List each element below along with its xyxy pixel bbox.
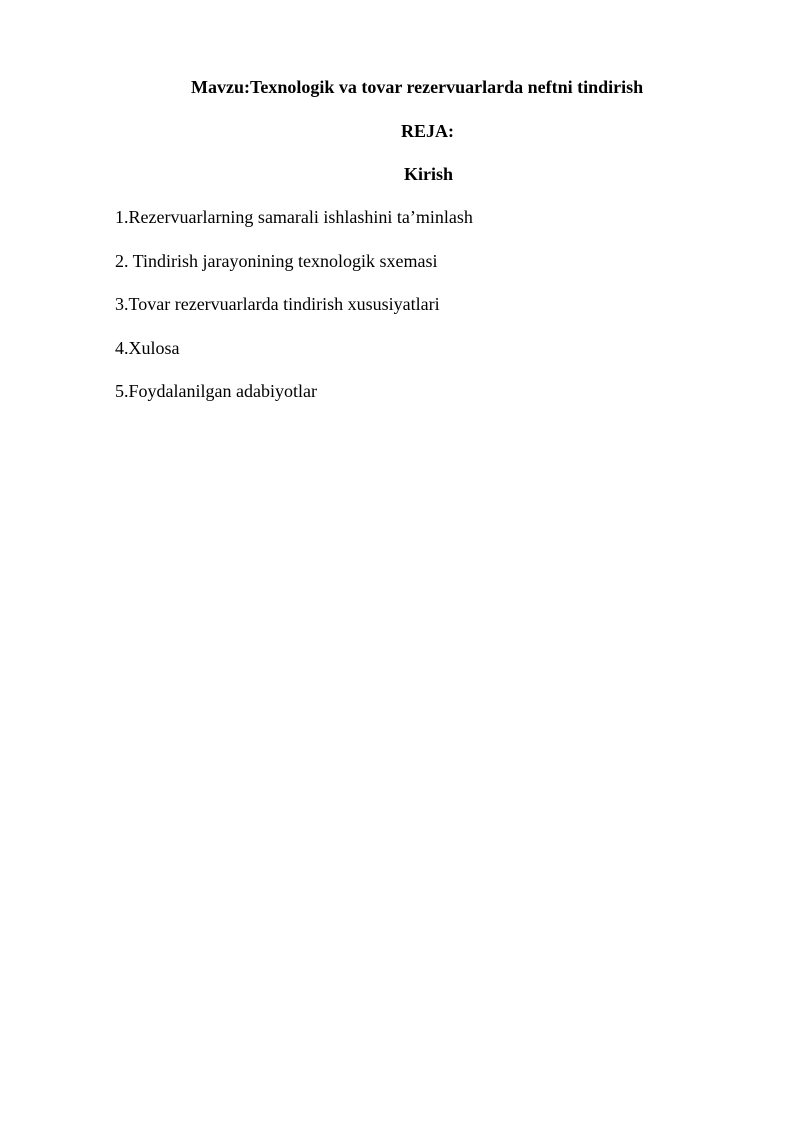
plan-item: 2. Tindirish jarayonining texnologik sxemasi [115, 250, 438, 271]
plan-item: 4.Xulosa [115, 337, 180, 358]
plan-list [115, 206, 473, 424]
document-title: Mavzu:Texnologik va tovar rezervuarlarda neftni tindirish [191, 77, 644, 97]
intro-heading: Kirish [404, 164, 454, 184]
plan-item: 3.Tovar rezervuarlarda tindirish xususiyatlari [115, 294, 440, 314]
plan-heading: REJA: [401, 121, 454, 141]
plan-item: 1.Rezervuarlarning samarali ishlashini ta’minlash [115, 207, 473, 227]
plan-item: 5.Foydalanilgan adabiyotlar [115, 381, 317, 401]
